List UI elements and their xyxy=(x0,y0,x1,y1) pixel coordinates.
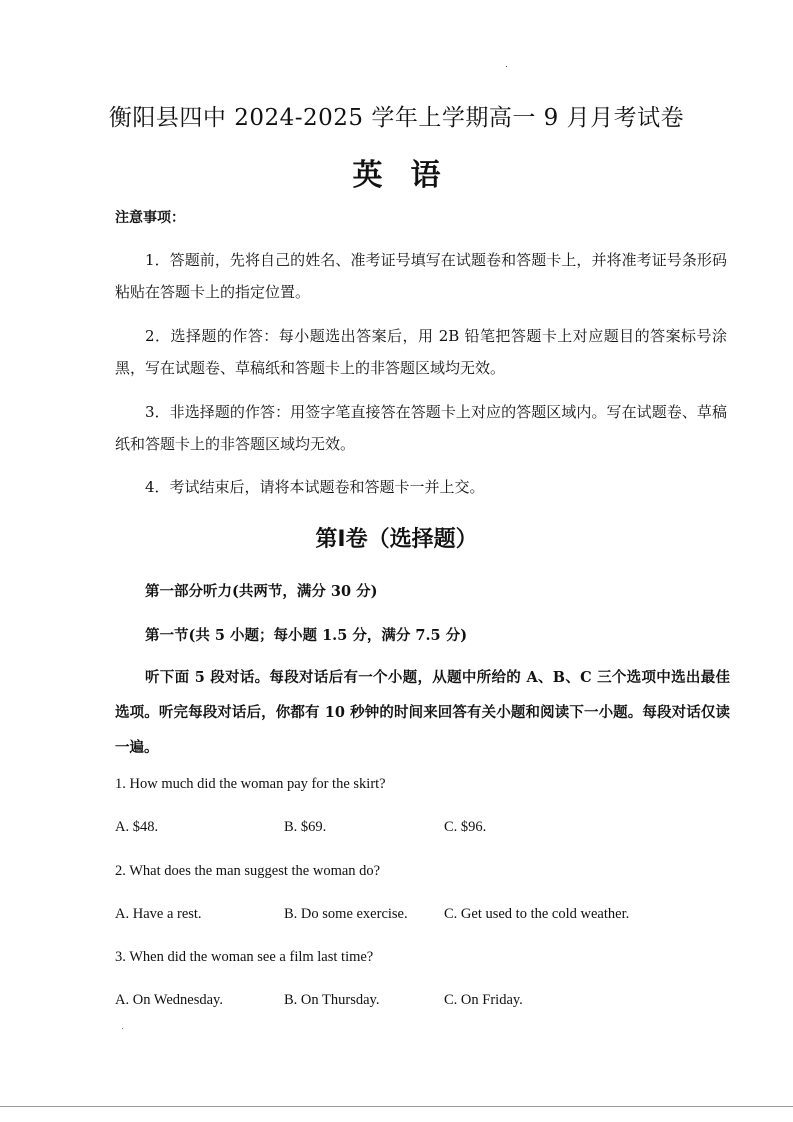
notice-item-4: 4．考试结束后，请将本试题卷和答题卡一并上交。 xyxy=(145,478,485,496)
option-c: C. On Friday. xyxy=(444,992,523,1008)
question-3-options xyxy=(115,992,735,1012)
notice-item-1: 1．答题前，先将自己的姓名、准考证号填写在试题卷和答题卡上，并将准考证号条形码粘贴在答题卡上的指定位置。 xyxy=(115,251,727,301)
subsection-heading: 第一节(共 5 小题；每小题 1.5 分，满分 7.5 分) xyxy=(145,627,468,644)
scan-mark xyxy=(122,1028,123,1029)
question-2: 2. What does the man suggest the woman do? xyxy=(115,863,381,879)
option-a: A. $48. xyxy=(115,819,159,835)
option-c: C. Get used to the cold weather. xyxy=(444,906,630,922)
notice-item-2: 2．选择题的作答：每小题选出答案后，用 2B 铅笔把答题卡上对应题目的答案标号涂黑，写在试题卷、草稿纸和答题卡上的非答题区域均无效。 xyxy=(115,327,727,377)
option-a: A. On Wednesday. xyxy=(115,992,223,1008)
option-b: B. $69. xyxy=(284,819,327,835)
scan-mark xyxy=(506,66,507,67)
listening-instructions: 听下面 5 段对话。每段对话后有一个小题，从题中所给的 A、B、C 三个选项中选出最佳选项。听完每段对话后，你都有 10 秒钟的时间来回答有关小题和阅读下一小题。每段对话仅读一遍。 xyxy=(115,669,730,756)
footer-divider xyxy=(0,1106,793,1107)
question-3: 3. When did the woman see a film last time? xyxy=(115,949,374,965)
part-heading: 第一部分听力(共两节，满分 30 分) xyxy=(145,583,378,600)
notice-item-3: 3．非选择题的作答：用签字笔直接答在答题卡上对应的答题区域内。写在试题卷、草稿纸和答题卡上的非答题区域均无效。 xyxy=(115,403,727,453)
question-2-options xyxy=(115,906,735,926)
exam-title: 衡阳县四中 2024-2025 学年上学期高一 9 月月考试卷 xyxy=(108,105,685,131)
subject-title: 英语 xyxy=(352,158,469,193)
option-b: B. Do some exercise. xyxy=(284,906,408,922)
option-b: B. On Thursday. xyxy=(284,992,380,1008)
section-title: 第Ⅰ卷（选择题） xyxy=(315,527,478,552)
option-c: C. $96. xyxy=(444,819,487,835)
question-1-options xyxy=(115,819,735,839)
notice-heading: 注意事项： xyxy=(115,210,185,226)
question-1: 1. How much did the woman pay for the skirt? xyxy=(115,776,386,792)
option-a: A. Have a rest. xyxy=(115,906,202,922)
